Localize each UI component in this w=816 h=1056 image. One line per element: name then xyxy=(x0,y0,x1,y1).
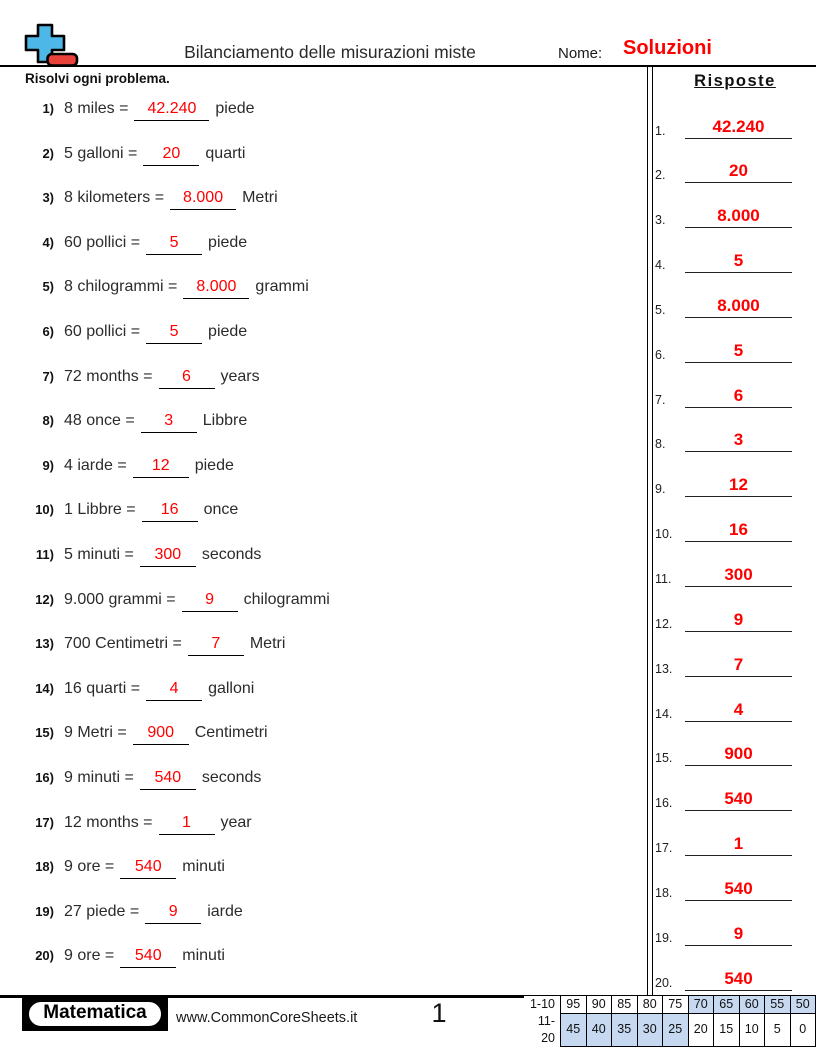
problem-number: 12) xyxy=(35,591,54,607)
problem-number: 1) xyxy=(42,101,54,116)
problem-answer-blank: 1 xyxy=(159,814,215,835)
answer-number: 10. xyxy=(655,527,673,542)
answer-number: 12. xyxy=(655,616,673,631)
answer-row xyxy=(652,874,794,901)
problem-row xyxy=(26,591,330,617)
problem-number: 14) xyxy=(35,680,54,696)
problem-answer-blank: 540 xyxy=(120,947,176,968)
problem-unit: quarti xyxy=(205,144,246,162)
answer-row xyxy=(652,919,794,946)
problem-unit: year xyxy=(220,813,252,831)
brand-label: Matematica xyxy=(27,1000,163,1028)
answer-number: 8. xyxy=(655,437,666,452)
problem-number: 20) xyxy=(35,948,54,964)
score-row xyxy=(524,1013,816,1046)
plus-minus-logo-icon xyxy=(24,23,80,68)
worksheet-title: Bilanciamento delle misurazioni miste xyxy=(184,42,476,62)
problem-text: 27 piede = xyxy=(64,902,140,920)
answer-value: 540 xyxy=(685,969,792,991)
problem-answer-blank: 4 xyxy=(146,680,202,701)
answer-value: 540 xyxy=(685,879,792,901)
problem-text: 8 kilometers = xyxy=(64,189,165,207)
problem-text: 8 miles = xyxy=(64,100,129,117)
score-cell: 75 xyxy=(663,996,689,1014)
problem-text: 16 quarti = xyxy=(64,679,141,697)
answer-number: 3. xyxy=(655,213,666,228)
problem-text: 9.000 grammi = xyxy=(64,590,176,608)
problem-row xyxy=(26,189,278,215)
answer-row xyxy=(652,112,794,139)
score-cell: 90 xyxy=(586,996,612,1014)
answer-row xyxy=(652,470,794,497)
problem-row xyxy=(26,858,225,884)
answer-row xyxy=(652,291,794,318)
problem-row xyxy=(26,680,254,706)
problem-answer-blank: 900 xyxy=(133,724,189,745)
answer-number: 5. xyxy=(655,302,666,317)
problem-number: 4) xyxy=(42,234,54,250)
problem-answer-blank: 9 xyxy=(182,591,238,612)
page-number: 1 xyxy=(431,998,447,1028)
problem-number: 17) xyxy=(35,814,54,830)
score-cell: 45 xyxy=(561,1013,587,1046)
score-cell: 5 xyxy=(765,1013,791,1046)
answer-value: 6 xyxy=(685,386,792,408)
score-cell: 60 xyxy=(739,996,765,1014)
answer-number: 16. xyxy=(655,796,673,811)
problem-row xyxy=(26,635,285,661)
problem-row xyxy=(26,724,268,750)
answer-value: 540 xyxy=(685,789,792,811)
answer-value: 5 xyxy=(685,251,792,273)
problem-text: 8 chilogrammi = xyxy=(64,278,178,296)
name-value: Soluzioni xyxy=(623,37,712,59)
problem-row xyxy=(26,323,247,349)
problem-text: 9 ore = xyxy=(64,947,115,965)
instructions-text: Risolvi ogni problema. xyxy=(25,71,170,86)
problem-unit: once xyxy=(203,501,239,519)
answer-value: 20 xyxy=(685,161,792,183)
problem-number: 18) xyxy=(35,859,54,875)
answer-row xyxy=(652,739,794,766)
problem-answer-blank: 5 xyxy=(146,323,202,344)
problem-row xyxy=(26,368,260,394)
problem-answer-blank: 9 xyxy=(145,903,201,924)
problem-unit: piede xyxy=(215,100,255,117)
answer-row xyxy=(652,964,794,991)
answer-row xyxy=(652,246,794,273)
problem-unit: piede xyxy=(208,323,248,340)
problem-answer-blank: 12 xyxy=(133,457,189,478)
answer-value: 12 xyxy=(685,475,792,497)
problem-row xyxy=(26,769,261,795)
score-cell: 65 xyxy=(714,996,740,1014)
problem-answer-blank: 3 xyxy=(141,412,197,433)
answer-value: 9 xyxy=(685,924,792,946)
problem-answer-blank: 16 xyxy=(142,501,198,522)
score-cell: 10 xyxy=(739,1013,765,1046)
problem-row xyxy=(26,100,255,126)
problem-unit: minuti xyxy=(182,947,225,965)
answer-value: 300 xyxy=(685,565,792,587)
problem-text: 9 ore = xyxy=(64,858,115,876)
problem-unit: piede xyxy=(208,233,248,251)
problem-unit: Metri xyxy=(242,189,278,207)
score-cell: 55 xyxy=(765,996,791,1014)
answer-row xyxy=(652,156,794,183)
problem-number: 6) xyxy=(42,324,54,339)
problem-number: 5) xyxy=(42,279,54,295)
answer-number: 9. xyxy=(655,482,666,497)
problem-number: 11) xyxy=(35,547,54,562)
problem-unit: seconds xyxy=(201,546,262,563)
answer-row xyxy=(652,829,794,856)
problem-unit: chilogrammi xyxy=(243,590,330,608)
problem-text: 700 Centimetri = xyxy=(64,635,182,653)
answer-number: 2. xyxy=(655,168,666,183)
problem-number: 15) xyxy=(35,725,54,741)
score-reference-table xyxy=(524,995,816,1047)
problem-unit: grammi xyxy=(255,278,309,296)
header-divider xyxy=(0,65,816,68)
problem-text: 60 pollici = xyxy=(64,233,141,251)
answer-number: 19. xyxy=(655,930,673,945)
problem-unit: galloni xyxy=(208,679,255,697)
score-cell: 0 xyxy=(790,1013,816,1046)
score-cell: 25 xyxy=(663,1013,689,1046)
problem-row xyxy=(26,412,247,438)
problem-row xyxy=(26,145,245,171)
answer-value: 42.240 xyxy=(685,117,792,139)
problem-unit: iarde xyxy=(207,902,243,920)
problem-number: 8) xyxy=(42,413,54,429)
problem-number: 16) xyxy=(35,770,54,785)
problem-unit: seconds xyxy=(201,769,262,786)
answer-value: 3 xyxy=(685,430,792,452)
problem-unit: piede xyxy=(194,456,234,474)
problem-row xyxy=(26,947,225,973)
answer-row xyxy=(652,381,794,408)
answer-number: 6. xyxy=(655,347,666,362)
problem-answer-blank: 8.000 xyxy=(170,189,236,210)
name-label: Nome: xyxy=(558,45,603,62)
problem-row xyxy=(26,278,309,304)
problem-answer-blank: 540 xyxy=(120,858,176,879)
score-cell: 20 xyxy=(688,1013,714,1046)
problem-unit: years xyxy=(220,367,260,385)
answer-row xyxy=(652,695,794,722)
score-row xyxy=(524,996,816,1014)
answer-row xyxy=(652,336,794,363)
problem-text: 1 Libbre = xyxy=(64,501,136,519)
score-cell: 30 xyxy=(637,1013,663,1046)
answer-value: 4 xyxy=(685,700,792,722)
score-cell: 50 xyxy=(790,996,816,1014)
answer-number: 17. xyxy=(655,841,673,856)
problem-text: 9 minuti = xyxy=(64,769,134,786)
score-cell: 85 xyxy=(612,996,638,1014)
answer-number: 18. xyxy=(655,885,673,900)
problem-row xyxy=(26,457,234,483)
score-cell: 35 xyxy=(612,1013,638,1046)
problem-number: 10) xyxy=(35,502,54,518)
answer-value: 1 xyxy=(685,834,792,856)
brand-badge xyxy=(22,997,168,1031)
answer-row xyxy=(652,201,794,228)
problem-unit: Libbre xyxy=(202,412,248,430)
answer-number: 14. xyxy=(655,706,673,721)
problem-answer-blank: 300 xyxy=(140,546,196,567)
problem-answer-blank: 8.000 xyxy=(183,278,249,299)
score-row-label: 11-20 xyxy=(524,1013,561,1046)
score-cell: 15 xyxy=(714,1013,740,1046)
problem-text: 5 galloni = xyxy=(64,144,138,162)
answer-number: 15. xyxy=(655,751,673,766)
answer-value: 16 xyxy=(685,520,792,542)
answer-row xyxy=(652,605,794,632)
problem-row xyxy=(26,546,261,572)
problem-unit: Centimetri xyxy=(194,724,268,742)
answer-value: 900 xyxy=(685,744,792,766)
answer-number: 13. xyxy=(655,661,673,676)
score-cell: 70 xyxy=(688,996,714,1014)
answer-value: 7 xyxy=(685,655,792,677)
problem-row xyxy=(26,814,252,840)
problem-text: 12 months = xyxy=(64,813,153,831)
answer-row xyxy=(652,784,794,811)
problem-text: 48 once = xyxy=(64,412,135,430)
problem-answer-blank: 5 xyxy=(146,234,202,255)
answer-number: 11. xyxy=(655,572,672,586)
answers-panel-title: Risposte xyxy=(694,72,776,90)
problem-text: 9 Metri = xyxy=(64,724,127,742)
problem-number: 7) xyxy=(42,368,54,384)
answer-row xyxy=(652,425,794,452)
problem-text: 60 pollici = xyxy=(64,323,141,340)
answer-number: 1. xyxy=(655,123,666,138)
problem-text: 72 months = xyxy=(64,367,153,385)
answer-number: 7. xyxy=(655,392,666,407)
score-cell: 95 xyxy=(561,996,587,1014)
score-cell: 40 xyxy=(586,1013,612,1046)
problem-row xyxy=(26,903,243,929)
problem-answer-blank: 42.240 xyxy=(134,100,209,121)
answer-value: 9 xyxy=(685,610,792,632)
problem-answer-blank: 20 xyxy=(143,145,199,166)
answer-number: 20. xyxy=(655,975,673,990)
answer-row xyxy=(652,515,794,542)
problem-text: 5 minuti = xyxy=(64,546,134,563)
problem-number: 13) xyxy=(35,636,54,652)
problem-number: 3) xyxy=(42,190,54,206)
problem-row xyxy=(26,501,238,527)
answer-number: 4. xyxy=(655,258,666,273)
website-url: www.CommonCoreSheets.it xyxy=(176,1010,358,1026)
problem-text: 4 iarde = xyxy=(64,456,127,474)
answer-value: 8.000 xyxy=(685,296,792,318)
problem-unit: minuti xyxy=(182,858,225,876)
score-row-label: 1-10 xyxy=(524,996,561,1014)
problem-answer-blank: 540 xyxy=(140,769,196,790)
answer-row xyxy=(652,650,794,677)
problem-number: 2) xyxy=(42,145,54,161)
score-cell: 80 xyxy=(637,996,663,1014)
problem-number: 9) xyxy=(42,457,54,473)
problem-row xyxy=(26,234,247,260)
answer-row xyxy=(652,560,794,587)
answer-value: 5 xyxy=(685,341,792,363)
problem-unit: Metri xyxy=(249,635,286,653)
problem-answer-blank: 7 xyxy=(188,635,244,656)
answer-value: 8.000 xyxy=(685,206,792,228)
problem-number: 19) xyxy=(35,903,54,919)
problem-answer-blank: 6 xyxy=(159,368,215,389)
